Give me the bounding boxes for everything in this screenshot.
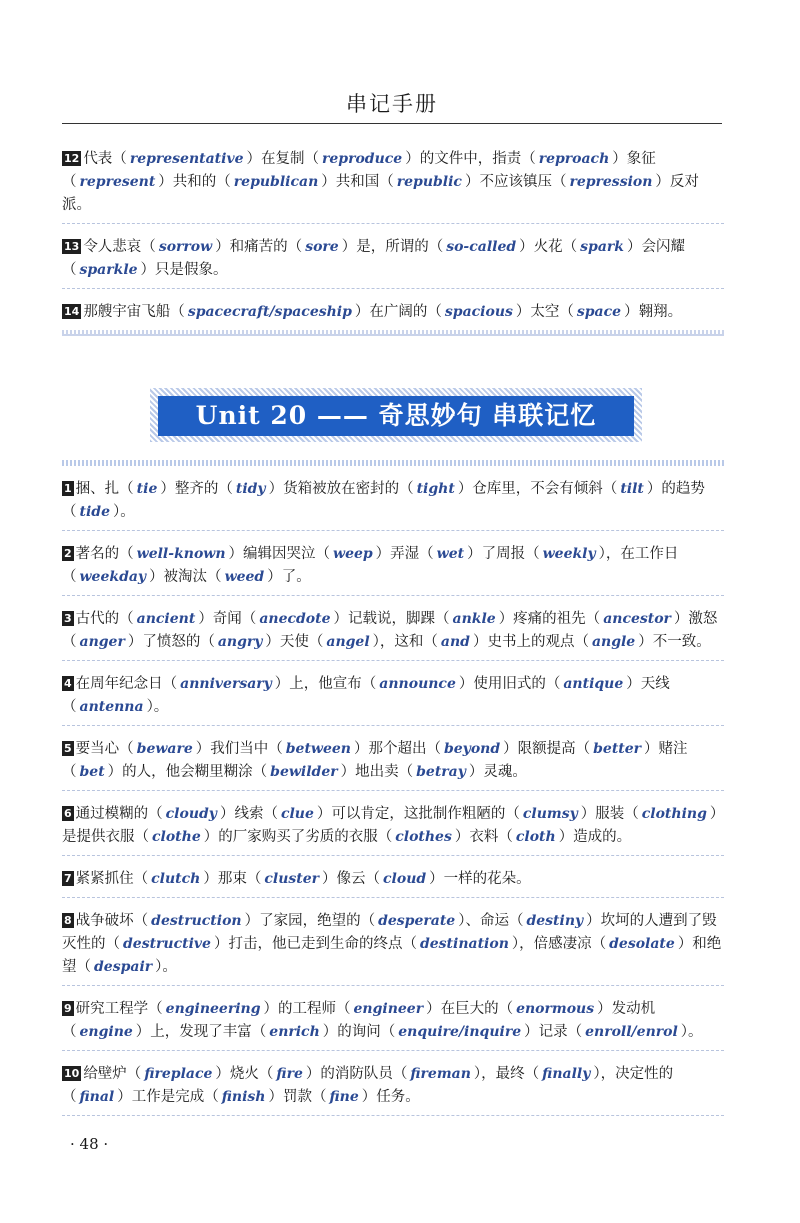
- chinese-text: ）服装（: [580, 806, 639, 822]
- english-word: ancestor: [603, 611, 671, 627]
- chinese-text: ）激怒（: [62, 611, 718, 650]
- chinese-text: ）地出卖（: [340, 764, 414, 780]
- chinese-text: ）打击，他已走到生命的终点（: [213, 936, 417, 952]
- english-word: cluster: [264, 871, 320, 887]
- chinese-text: ）记载说，脚踝（: [333, 611, 450, 627]
- chinese-text: ）的询问（: [322, 1024, 396, 1040]
- english-word: cloudy: [165, 806, 217, 822]
- chinese-text: 那艘宇宙飞船（: [83, 304, 185, 320]
- unit-banner: [62, 382, 724, 444]
- sentence-item: [62, 148, 724, 217]
- english-word: clumsy: [522, 806, 578, 822]
- chinese-text: 著名的（: [75, 546, 134, 562]
- chinese-text: ）在巨大的（: [426, 1001, 514, 1017]
- english-word: finish: [221, 1089, 266, 1105]
- english-word: antique: [563, 676, 624, 692]
- item-divider: [62, 985, 724, 986]
- english-word: reproach: [538, 151, 610, 167]
- chinese-text: ），倍感凄凉（: [511, 936, 607, 952]
- chinese-text: ）上，发现了丰富（: [135, 1024, 267, 1040]
- chinese-text: ）记录（: [524, 1024, 583, 1040]
- english-word: angry: [217, 634, 263, 650]
- item-number: 2: [64, 547, 72, 560]
- english-word: destiny: [526, 913, 584, 929]
- chinese-text: ）发动机（: [62, 1001, 656, 1040]
- chinese-text: ）那束（: [203, 871, 262, 887]
- item-divider: [62, 530, 724, 531]
- chinese-text: 战争破坏（: [75, 913, 149, 929]
- english-word: and: [440, 634, 470, 650]
- sentence-item: [62, 673, 724, 719]
- chinese-text: ），最终（: [473, 1066, 540, 1082]
- chinese-text: ）的文件中，指责（: [405, 151, 536, 167]
- sentence-item: [62, 301, 724, 324]
- chinese-text: ）太空（: [515, 304, 574, 320]
- english-word: desolate: [609, 936, 675, 952]
- chinese-text: ）共和的（: [158, 174, 231, 190]
- english-word: enormous: [516, 1001, 595, 1017]
- item-number: 10: [64, 1067, 80, 1080]
- english-word: angel: [326, 634, 370, 650]
- chinese-text: ）像云（: [322, 871, 381, 887]
- sentence-item: [62, 910, 724, 979]
- chinese-text: ）我们当中（: [195, 741, 283, 757]
- chinese-text: ）灵魂。: [468, 764, 527, 780]
- chinese-text: ）坎坷的人遭到了毁灭性的（: [62, 913, 717, 952]
- chinese-text: ）反对派。: [62, 174, 699, 213]
- english-word: spark: [580, 239, 624, 255]
- page-header: 串记手册: [346, 92, 438, 116]
- sentence-item: [62, 1063, 724, 1109]
- chinese-text: 令人悲哀（: [83, 239, 156, 255]
- chinese-text: ），在工作日（: [62, 546, 679, 585]
- english-word: anecdote: [259, 611, 331, 627]
- item-divider: [62, 897, 724, 898]
- item-divider: [62, 223, 724, 224]
- english-word: despair: [94, 959, 153, 975]
- chinese-text: ）天线（: [62, 676, 670, 715]
- english-word: desperate: [378, 913, 456, 929]
- chinese-text: ）不应该镇压（: [464, 174, 567, 190]
- chinese-text: ）不一致。: [638, 634, 711, 650]
- english-word: enquire/inquire: [398, 1024, 522, 1040]
- english-word: wet: [436, 546, 465, 562]
- chinese-text: ）会闪耀（: [62, 239, 685, 278]
- item-number: 5: [64, 742, 72, 755]
- english-word: well-known: [136, 546, 226, 562]
- english-word: clutch: [151, 871, 201, 887]
- english-word: clothing: [641, 806, 707, 822]
- chinese-text: ）限额提高（: [503, 741, 591, 757]
- english-word: tide: [79, 504, 110, 520]
- item-number: 4: [64, 677, 72, 690]
- item-divider: [62, 660, 724, 661]
- english-word: sparkle: [79, 262, 138, 278]
- chinese-text: ）那个超出（: [353, 741, 441, 757]
- chinese-text: ）一样的花朵。: [429, 871, 531, 887]
- chinese-text: ）是提供衣服（: [62, 806, 718, 845]
- english-word: destruction: [151, 913, 242, 929]
- banner-rule: [62, 460, 724, 466]
- english-word: engineering: [165, 1001, 261, 1017]
- english-word: repression: [569, 174, 653, 190]
- chinese-text: ）。: [680, 1024, 703, 1040]
- chinese-text: ）了周报（: [467, 546, 540, 562]
- english-word: cloth: [515, 829, 556, 845]
- chinese-text: ）了愤怒的（: [127, 634, 215, 650]
- chinese-text: ）工作是完成（: [117, 1089, 219, 1105]
- english-word: announce: [379, 676, 456, 692]
- chinese-text: 研究工程学（: [75, 1001, 163, 1017]
- english-word: weed: [224, 569, 265, 585]
- chinese-text: ）火花（: [519, 239, 578, 255]
- item-divider: [62, 790, 724, 791]
- chinese-text: ）使用旧式的（: [458, 676, 561, 692]
- chinese-text: ）是，所谓的（: [341, 239, 444, 255]
- chinese-text: ）。: [146, 699, 169, 715]
- chinese-text: ）只是假象。: [140, 262, 228, 278]
- sentence-item: [62, 998, 724, 1044]
- chinese-text: ）的厂家购买了劣质的衣服（: [203, 829, 393, 845]
- chinese-text: ）整齐的（: [160, 481, 233, 497]
- previous-unit-items: [62, 148, 724, 348]
- sentence-item: [62, 478, 724, 524]
- english-word: beyond: [443, 741, 501, 757]
- chinese-text: 捆、扎（: [75, 481, 134, 497]
- chinese-text: ）弄湿（: [375, 546, 434, 562]
- english-word: cloud: [383, 871, 427, 887]
- chinese-text: ）、命运（: [458, 913, 524, 929]
- english-word: final: [79, 1089, 115, 1105]
- chinese-text: ）了。: [267, 569, 311, 585]
- item-number: 14: [64, 305, 80, 318]
- english-word: anniversary: [180, 676, 272, 692]
- chinese-text: ）疼痛的祖先（: [498, 611, 601, 627]
- english-word: clothes: [395, 829, 452, 845]
- chinese-text: ）被淘汰（: [149, 569, 222, 585]
- english-word: enroll/enrol: [585, 1024, 678, 1040]
- chinese-text: ）造成的。: [558, 829, 632, 845]
- sentence-item: [62, 543, 724, 589]
- chinese-text: ）编辑因哭泣（: [228, 546, 331, 562]
- english-word: finally: [542, 1066, 591, 1082]
- sentence-item: [62, 868, 724, 891]
- chinese-text: ）共和国（: [321, 174, 394, 190]
- sentence-item: [62, 608, 724, 654]
- chinese-text: ）了家园，绝望的（: [244, 913, 376, 929]
- english-word: destination: [419, 936, 509, 952]
- chinese-text: ）象征（: [62, 151, 656, 190]
- english-word: angle: [591, 634, 636, 650]
- chinese-text: 古代的（: [75, 611, 134, 627]
- english-word: tight: [416, 481, 455, 497]
- chinese-text: ）线索（: [219, 806, 278, 822]
- chinese-text: ）的消防队员（: [305, 1066, 408, 1082]
- chinese-text: ）罚款（: [268, 1089, 327, 1105]
- chinese-text: ）奇闻（: [198, 611, 257, 627]
- english-word: beware: [136, 741, 193, 757]
- chinese-text: ）仓库里，不会有倾斜（: [457, 481, 618, 497]
- english-word: clothe: [152, 829, 201, 845]
- english-word: better: [593, 741, 642, 757]
- english-word: fireman: [410, 1066, 471, 1082]
- item-divider: [62, 1115, 724, 1116]
- chinese-text: ）。: [112, 504, 135, 520]
- item-number: 13: [64, 240, 80, 253]
- chinese-text: ）和痛苦的（: [215, 239, 303, 255]
- item-divider: [62, 1050, 724, 1051]
- chinese-text: ）赌注（: [62, 741, 688, 780]
- english-word: clue: [280, 806, 314, 822]
- chinese-text: ）任务。: [361, 1089, 420, 1105]
- english-word: tie: [136, 481, 158, 497]
- chinese-text: 在周年纪念日（: [75, 676, 178, 692]
- item-number: 8: [64, 914, 72, 927]
- english-word: ankle: [452, 611, 496, 627]
- english-word: republican: [233, 174, 319, 190]
- chinese-text: 通过模糊的（: [75, 806, 163, 822]
- chinese-text: ）翱翔。: [624, 304, 683, 320]
- chinese-text: ）的人，他会糊里糊涂（: [107, 764, 268, 780]
- english-word: tidy: [235, 481, 266, 497]
- chinese-text: ）和绝望（: [62, 936, 722, 975]
- chinese-text: ）上，他宣布（: [274, 676, 377, 692]
- item-number: 3: [64, 612, 72, 625]
- english-word: reproduce: [322, 151, 403, 167]
- english-word: sorrow: [158, 239, 213, 255]
- item-number: 1: [64, 482, 72, 495]
- sentence-item: [62, 738, 724, 784]
- english-word: represent: [79, 174, 156, 190]
- chinese-text: ）烧火（: [215, 1066, 274, 1082]
- item-number: 12: [64, 152, 80, 165]
- chinese-text: ）史书上的观点（: [472, 634, 589, 650]
- english-word: sore: [305, 239, 339, 255]
- english-word: antenna: [79, 699, 144, 715]
- english-word: weekly: [542, 546, 596, 562]
- english-word: between: [285, 741, 351, 757]
- chinese-text: ）。: [155, 959, 177, 975]
- english-word: so-called: [446, 239, 517, 255]
- chinese-text: ）在广阔的（: [354, 304, 442, 320]
- english-word: weekday: [79, 569, 147, 585]
- chinese-text: 要当心（: [75, 741, 134, 757]
- chinese-text: 给壁炉（: [83, 1066, 142, 1082]
- english-word: bewilder: [270, 764, 338, 780]
- english-word: tilt: [620, 481, 644, 497]
- english-word: ancient: [136, 611, 196, 627]
- english-word: bet: [79, 764, 105, 780]
- english-word: fireplace: [144, 1066, 213, 1082]
- item-number: 9: [64, 1002, 72, 1015]
- english-word: engineer: [353, 1001, 424, 1017]
- sentence-item: [62, 236, 724, 282]
- english-word: space: [576, 304, 622, 320]
- chinese-text: ），这和（: [372, 634, 438, 650]
- english-word: spacecraft/spaceship: [187, 304, 352, 320]
- chinese-text: ）在复制（: [246, 151, 320, 167]
- chinese-text: ）的趋势（: [62, 481, 705, 520]
- sentence-item: [62, 803, 724, 849]
- english-word: republic: [396, 174, 462, 190]
- english-word: fine: [329, 1089, 359, 1105]
- chinese-text: ）天使（: [265, 634, 324, 650]
- item-divider: [62, 330, 724, 336]
- item-divider: [62, 725, 724, 726]
- chinese-text: 紧紧抓住（: [75, 871, 149, 887]
- item-number: 6: [64, 807, 72, 820]
- english-word: weep: [333, 546, 373, 562]
- english-word: spacious: [444, 304, 513, 320]
- chinese-text: 代表（: [83, 151, 127, 167]
- english-word: betray: [416, 764, 466, 780]
- chinese-text: ）的工程师（: [263, 1001, 351, 1017]
- english-word: fire: [276, 1066, 303, 1082]
- english-word: anger: [79, 634, 125, 650]
- header-rule: [62, 123, 722, 124]
- chinese-text: ）可以肯定，这批制作粗陋的（: [316, 806, 520, 822]
- english-word: destructive: [123, 936, 211, 952]
- item-number: 7: [64, 872, 72, 885]
- unit-items: [62, 478, 724, 1128]
- chinese-text: ）衣料（: [454, 829, 513, 845]
- english-word: enrich: [269, 1024, 320, 1040]
- unit-title: Unit 20 —— 奇思妙句 串联记忆: [158, 396, 634, 436]
- english-word: representative: [129, 151, 244, 167]
- item-divider: [62, 855, 724, 856]
- chinese-text: ）货箱被放在密封的（: [268, 481, 414, 497]
- item-divider: [62, 595, 724, 596]
- english-word: engine: [79, 1024, 133, 1040]
- chinese-text: ），决定性的（: [62, 1066, 674, 1105]
- item-divider: [62, 288, 724, 289]
- page-number: · 48 ·: [70, 1135, 109, 1153]
